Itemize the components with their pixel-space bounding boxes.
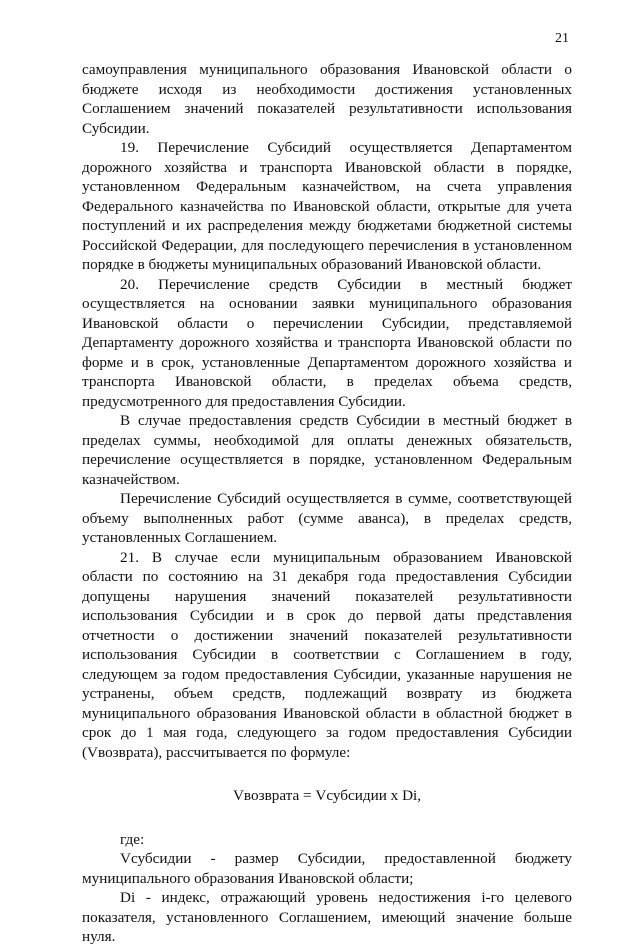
definition-v-subsidy: Vсубсидии - размер Субсидии, предоставленной бюджету муниципального образования Ивановской области; — [82, 850, 572, 887]
paragraph-20-local-budget: В случае предоставления средств Субсидии в местный бюджет в пределах суммы, необходимой для оплаты денежных обязательств, перечисление осуществляется в порядке, установленном Федеральным казначейством. — [82, 412, 572, 488]
paragraph-20: 20. Перечисление средств Субсидии в местный бюджет осуществляется на основании заявки муниципального образования Ивановской области о перечислении Субсидии, представляемой Департаменту дорожного хозяйства и транспорта Ивановской области по форме и в срок, установленные Департаментом дорожного хозяйства и транспорта Ивановской области, в пределах объема средств, предусмотренного для предоставления Субсидии. — [82, 275, 572, 410]
page-number: 21 — [555, 31, 569, 46]
formula: Vвозврата = Vсубсидии x Di, — [232, 787, 422, 804]
document-body — [82, 60, 572, 947]
definition-di: Di - индекс, отражающий уровень недостижения i-го целевого показателя, установленного Соглашением, имеющий значение больше нуля. — [82, 889, 572, 945]
paragraph-20-transfer-amount: Перечисление Субсидий осуществляется в сумме, соответствующей объему выполненных работ (сумме аванса), в пределах средств, установленных Соглашением. — [82, 490, 572, 546]
where-label: где: — [120, 830, 145, 848]
paragraph-21: 21. В случае если муниципальным образованием Ивановской области по состоянию на 31 декабря года предоставления Субсидии допущены нарушения значений показателей результативности использования Субсидии и в срок до первой даты представления отчетности о достижении значений показателей результативности использования Субсидии в соответствии с Соглашением в году, следующем за годом предоставления Субсидии, указанные нарушения не устранены, объем средств, подлежащий возврату из бюджета муниципального образования Ивановской области в областной бюджет в срок до 1 мая года, следующего за годом предоставления Субсидии (Vвозврата), рассчитывается по формуле: — [82, 548, 572, 761]
paragraph-19: 19. Перечисление Субсидий осуществляется Департаментом дорожного хозяйства и транспорта Ивановской области в порядке, установленном Федеральным казначейством, на счета управления Федерального казначейства по Ивановской области, открытые для учета поступлений и их распределения между бюджетами бюджетной системы Российской Федерации, для последующего перечисления в установленном порядке в бюджеты муниципальных образований Ивановской области. — [82, 139, 572, 273]
paragraph-continuation: самоуправления муниципального образования Ивановской области о бюджете исходя из необходимости достижения установленных Соглашением значений показателей результативности использования Субсидии. — [82, 61, 572, 137]
